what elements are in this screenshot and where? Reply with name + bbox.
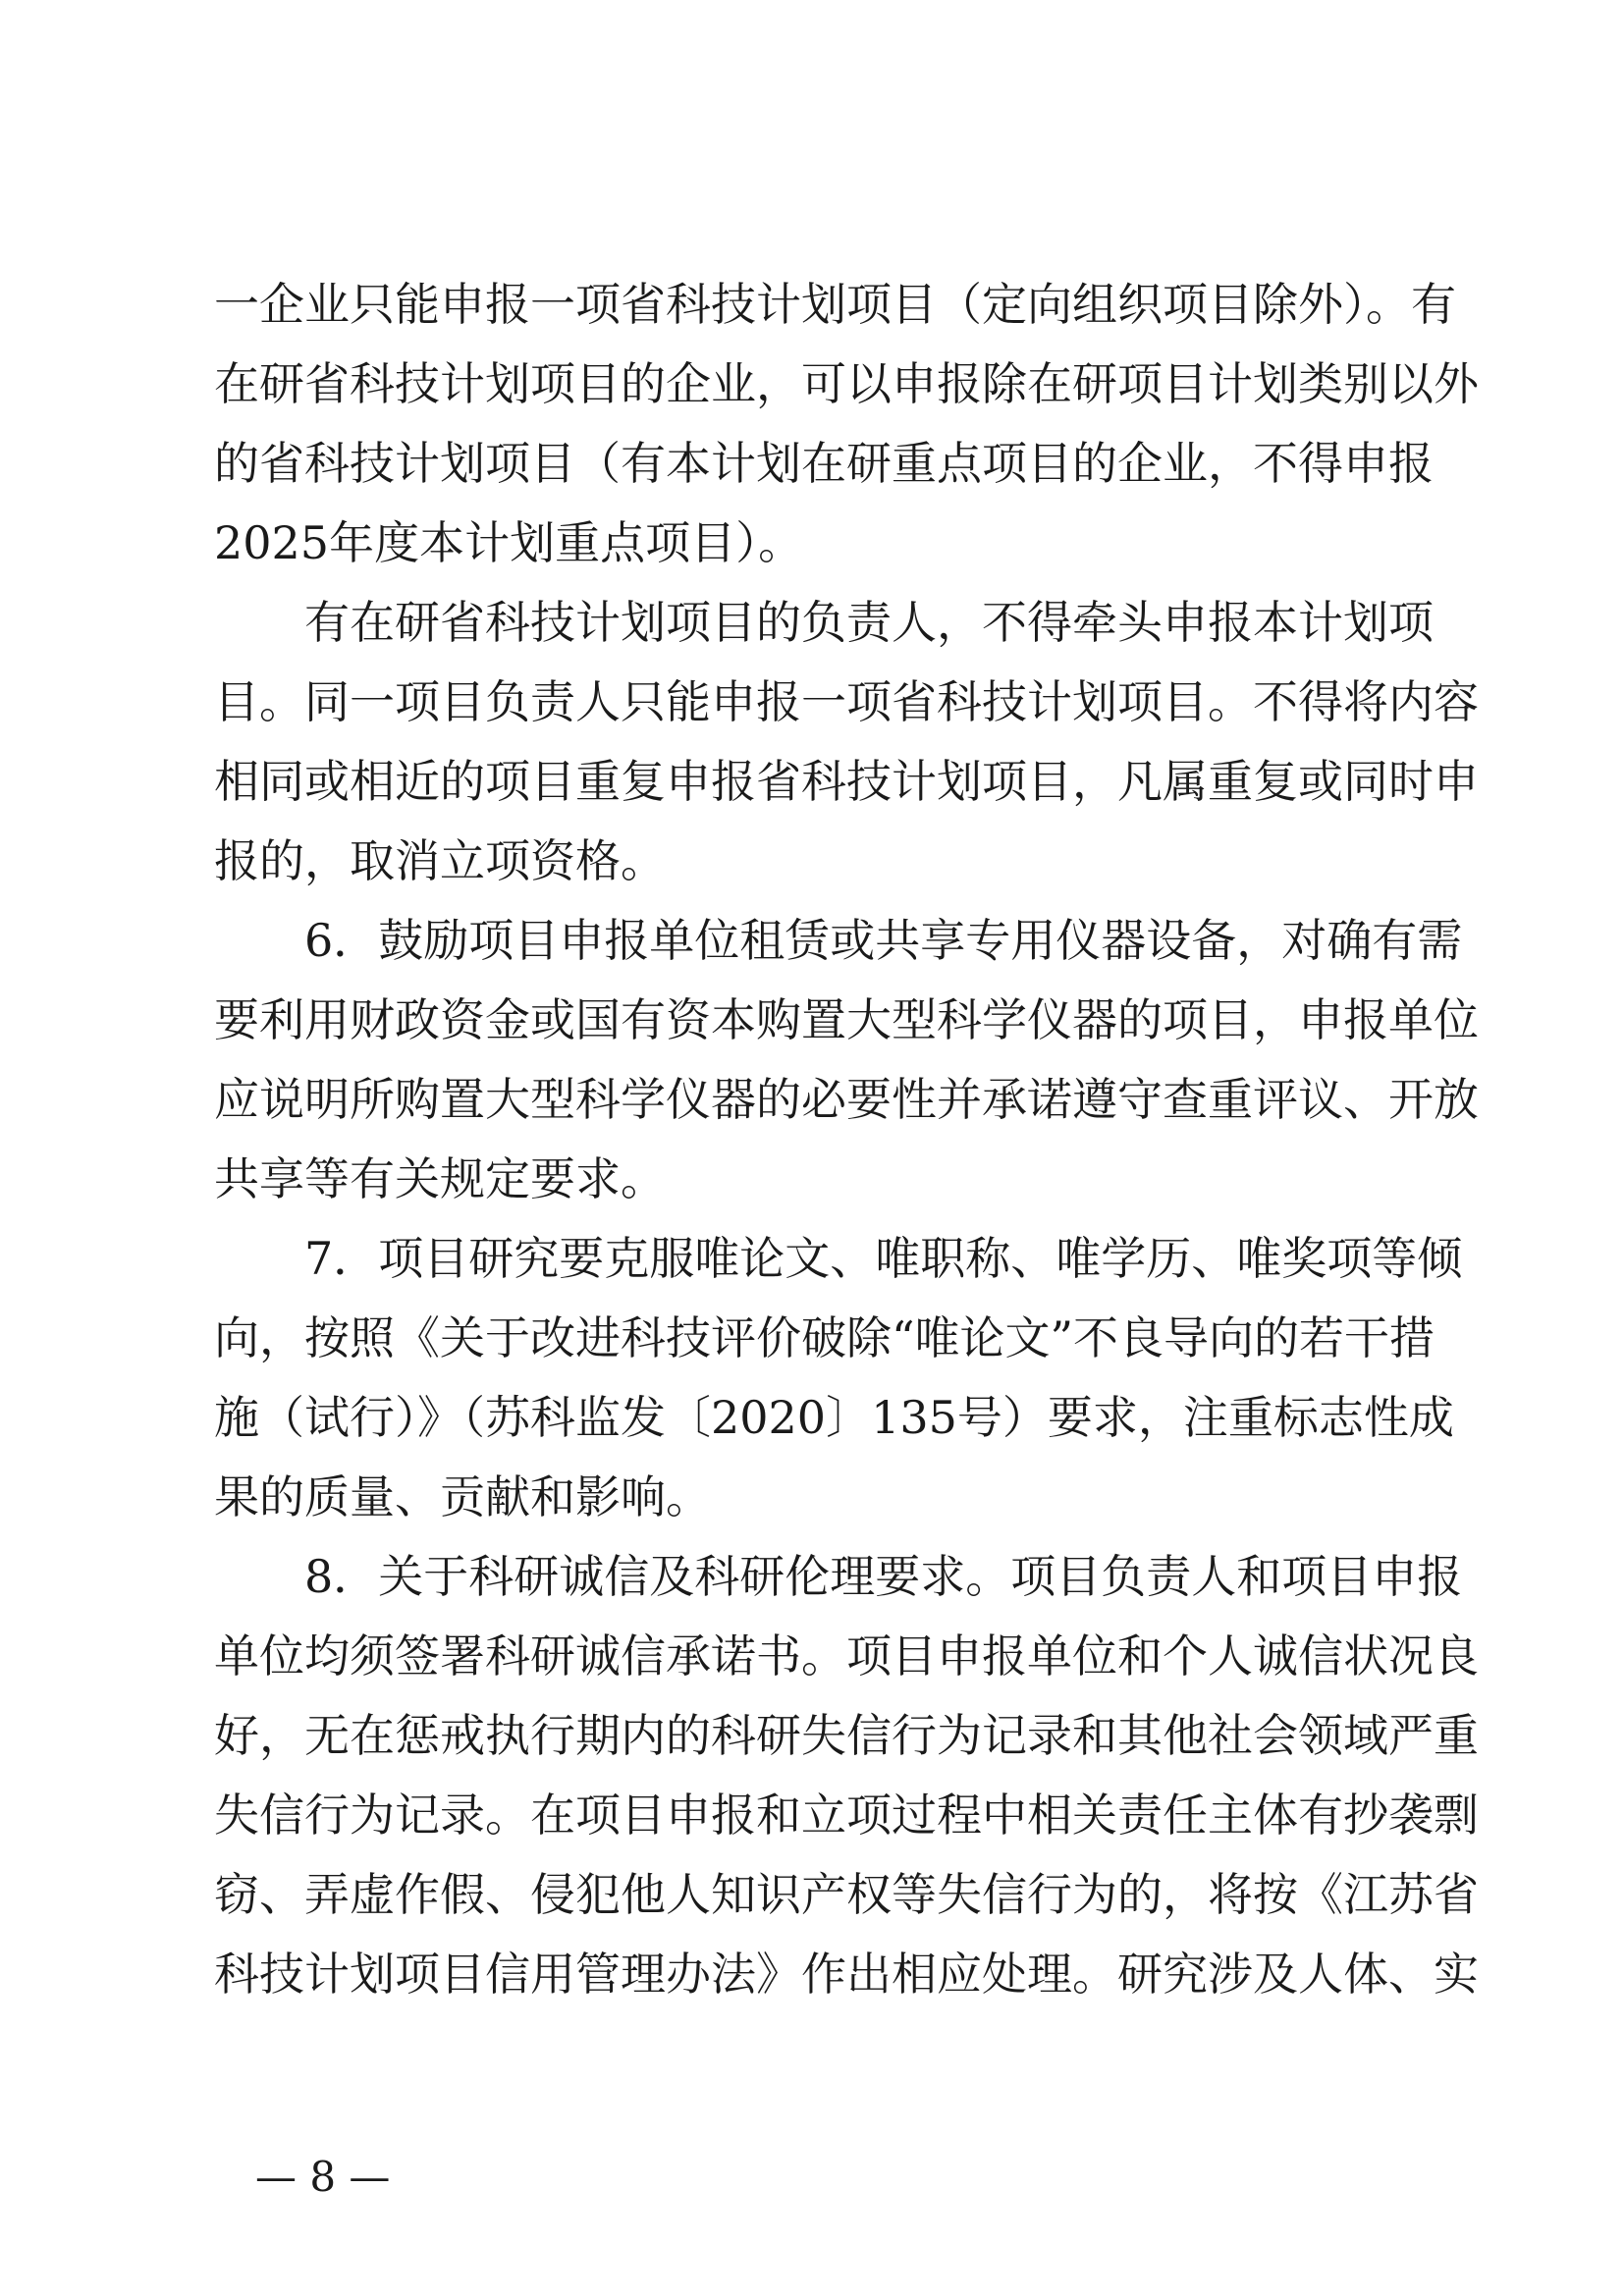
paragraph-line: 施（试行）》（苏科监发〔2020〕135号）要求，注重标志性成 <box>214 1391 1454 1444</box>
paragraph-line: 有在研省科技计划项目的负责人，不得牵头申报本计划项 <box>304 596 1434 649</box>
paragraph-line: 6．鼓励项目申报单位租赁或共享专用仪器设备，对确有需 <box>304 914 1463 967</box>
paragraph-line: 7．项目研究要克服唯论文、唯职称、唯学历、唯奖项等倾 <box>304 1232 1463 1285</box>
paragraph-line: 向，按照《关于改进科技评价破除“唯论文”不良导向的若干措 <box>214 1311 1435 1364</box>
paragraph-line: 果的质量、贡献和影响。 <box>214 1470 711 1523</box>
paragraph-line: 要利用财政资金或国有资本购置大型科学仪器的项目，申报单位 <box>214 993 1479 1046</box>
paragraph-line: 科技计划项目信用管理办法》作出相应处理。研究涉及人体、实 <box>214 1948 1479 2001</box>
paragraph-line: 应说明所购置大型科学仪器的必要性并承诺遵守查重评议、开放 <box>214 1073 1479 1126</box>
paragraph-line: 在研省科技计划项目的企业，可以申报除在研项目计划类别以外 <box>214 357 1479 410</box>
paragraph-line: 一企业只能申报一项省科技计划项目（定向组织项目除外）。有 <box>214 278 1456 331</box>
paragraph-line: 单位均须签署科研诚信承诺书。项目申报单位和个人诚信状况良 <box>214 1629 1479 1682</box>
paragraph-line: 2025年度本计划重点项目）。 <box>214 516 804 569</box>
paragraph-line: 相同或相近的项目重复申报省科技计划项目，凡属重复或同时申 <box>214 755 1479 808</box>
paragraph-line: 8．关于科研诚信及科研伦理要求。项目负责人和项目申报 <box>304 1550 1463 1603</box>
paragraph-line: 窃、弄虚作假、侵犯他人知识产权等失信行为的，将按《江苏省 <box>214 1868 1479 1921</box>
paragraph-line: 报的，取消立项资格。 <box>214 834 666 887</box>
page-number: — 8 — <box>255 2153 391 2201</box>
paragraph-line: 好，无在惩戒执行期内的科研失信行为记录和其他社会领域严重 <box>214 1709 1479 1762</box>
paragraph-line: 共享等有关规定要求。 <box>214 1152 666 1205</box>
paragraph-line: 的省科技计划项目（有本计划在研重点项目的企业，不得申报 <box>214 437 1434 490</box>
paragraph-line: 目。同一项目负责人只能申报一项省科技计划项目。不得将内容 <box>214 675 1479 728</box>
paragraph-line: 失信行为记录。在项目申报和立项过程中相关责任主体有抄袭剽 <box>214 1789 1479 1842</box>
